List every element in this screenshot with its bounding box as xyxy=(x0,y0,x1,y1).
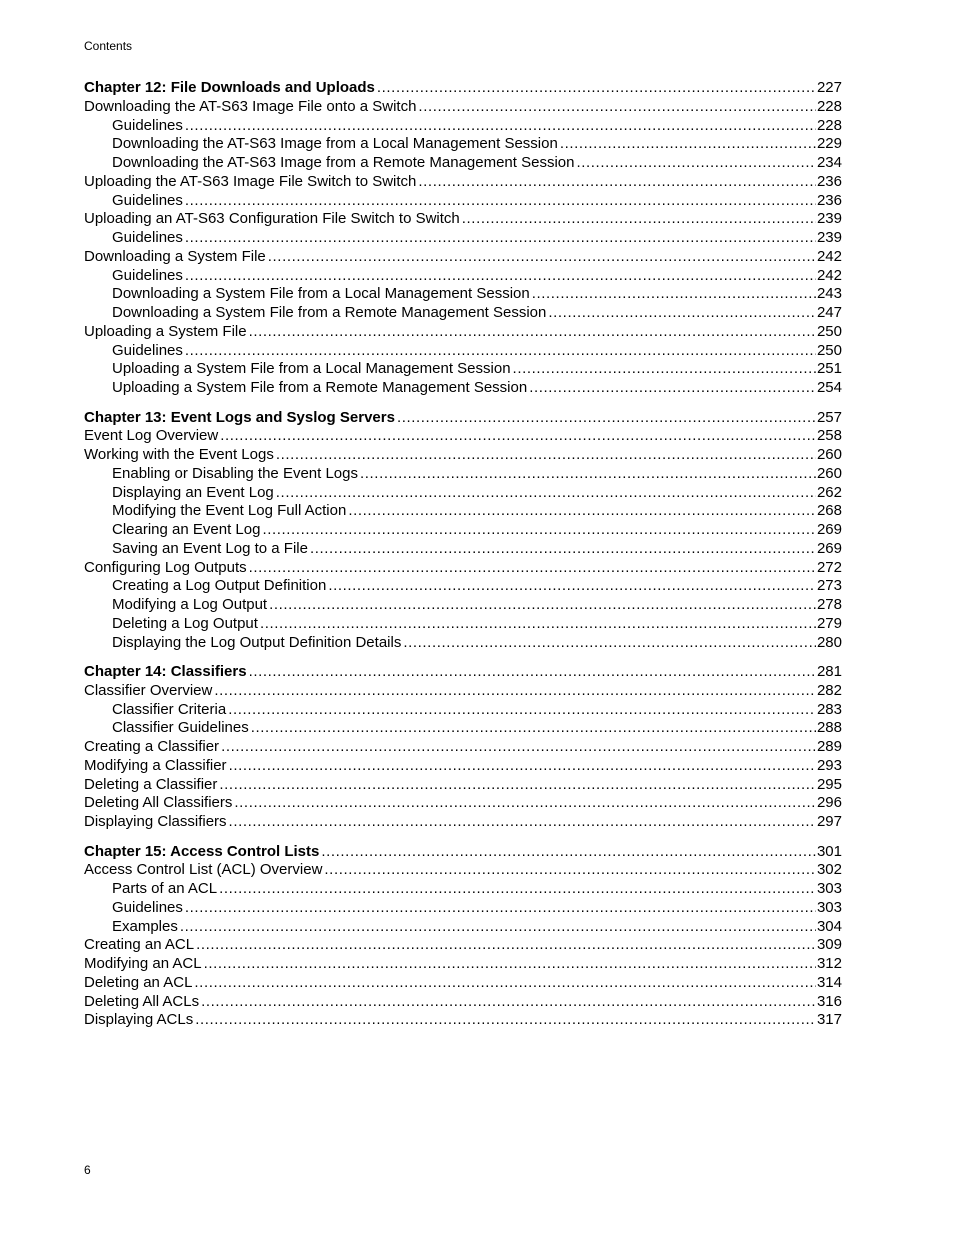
toc-entry-title: Guidelines xyxy=(112,266,183,284)
dot-leader xyxy=(185,899,816,918)
toc-entry-title: Deleting All ACLs xyxy=(84,992,200,1010)
toc-entry[interactable] xyxy=(84,323,842,342)
toc-entry[interactable] xyxy=(84,757,842,776)
toc-entry-page-number: 282 xyxy=(816,681,842,699)
toc-entry-page-number: 297 xyxy=(816,813,842,831)
toc-entry[interactable] xyxy=(84,776,842,795)
dot-leader xyxy=(249,663,816,682)
toc-entry-title: Configuring Log Outputs xyxy=(84,558,247,576)
toc-entry-title: Guidelines xyxy=(112,898,183,916)
toc-subentry[interactable] xyxy=(84,154,842,173)
dot-leader xyxy=(560,135,816,154)
toc-entry-title: Deleting a Classifier xyxy=(84,775,218,793)
toc-entry-title: Enabling or Disabling the Event Logs xyxy=(112,464,358,482)
toc-entry-title: Downloading a System File from a Remote Management Session xyxy=(112,304,547,321)
toc-subentry[interactable] xyxy=(84,465,842,484)
toc-entry-title: Deleting All Classifiers xyxy=(84,794,233,812)
toc-subentry[interactable] xyxy=(84,229,842,248)
toc-entry-title: Modifying the Event Log Full Action xyxy=(112,502,347,520)
toc-entry-page-number: 258 xyxy=(816,427,842,445)
dot-leader xyxy=(532,285,816,304)
toc-subentry[interactable] xyxy=(84,719,842,738)
toc-entry-title: Uploading a System File xyxy=(84,322,247,340)
toc-entry-title: Chapter 12: File Downloads and Uploads xyxy=(84,79,375,96)
dot-leader xyxy=(229,757,816,776)
toc-entry-title: Working with the Event Logs xyxy=(84,446,274,464)
dot-leader xyxy=(185,267,816,286)
dot-leader xyxy=(180,918,816,937)
toc-entry[interactable] xyxy=(84,861,842,880)
toc-entry-page-number: 250 xyxy=(816,341,842,359)
toc-entry-title: Uploading the AT-S63 Image File Switch to Switch xyxy=(84,172,417,190)
toc-entry-title: Modifying a Classifier xyxy=(84,756,227,774)
toc-entry-page-number: 303 xyxy=(816,880,842,898)
toc-entry-page-number: 304 xyxy=(816,917,842,935)
toc-entry-title: Uploading a System File from a Remote Management Session xyxy=(112,379,528,396)
toc-entry-page-number: 260 xyxy=(816,446,842,464)
dot-leader xyxy=(185,229,816,248)
toc-entry-title: Classifier Overview xyxy=(84,681,213,699)
toc-subentry[interactable] xyxy=(84,379,842,398)
toc-subentry[interactable] xyxy=(84,577,842,596)
dot-leader xyxy=(195,1011,816,1030)
toc-subentry[interactable] xyxy=(84,117,842,136)
toc-entry-title: Classifier Criteria xyxy=(112,700,227,718)
toc-entry-title: Parts of an ACL xyxy=(112,880,218,898)
toc-subentry[interactable] xyxy=(84,304,842,323)
toc-subentry[interactable] xyxy=(84,135,842,154)
toc-entry-title: Examples xyxy=(112,917,178,935)
toc-entry-title: Chapter 15: Access Control Lists xyxy=(84,842,320,860)
toc-entry-title: Creating an ACL xyxy=(84,936,195,954)
dot-leader xyxy=(201,993,816,1012)
toc-chapter-section xyxy=(84,843,842,1031)
toc-entry-page-number: 293 xyxy=(816,756,842,774)
toc-entry[interactable] xyxy=(84,427,842,446)
toc-entry[interactable] xyxy=(84,559,842,578)
running-header: Contents xyxy=(84,39,133,53)
toc-subentry[interactable] xyxy=(84,918,842,937)
toc-entry-page-number: 269 xyxy=(816,539,842,557)
dot-leader xyxy=(234,794,816,813)
toc-entry-page-number: 295 xyxy=(816,775,842,793)
toc-entry[interactable] xyxy=(84,955,842,974)
toc-entry-page-number: 278 xyxy=(816,596,842,614)
dot-leader xyxy=(251,719,816,738)
toc-entry-title: Guidelines xyxy=(112,116,183,134)
toc-chapter-heading[interactable] xyxy=(84,79,842,98)
toc-subentry[interactable] xyxy=(84,192,842,211)
toc-entry-title: Guidelines xyxy=(112,191,183,209)
toc-subentry[interactable] xyxy=(84,360,842,379)
toc-entry-page-number: 303 xyxy=(816,898,842,916)
toc-chapter-section xyxy=(84,79,842,398)
dot-leader xyxy=(403,634,816,653)
toc-entry-page-number: 257 xyxy=(816,408,842,426)
toc-entry-page-number: 250 xyxy=(816,322,842,340)
toc-entry-title: Downloading the AT-S63 Image File onto a Switch xyxy=(84,97,417,115)
toc-subentry[interactable] xyxy=(84,484,842,503)
toc-entry-title: Displaying Classifiers xyxy=(84,813,227,831)
dot-leader xyxy=(360,465,816,484)
toc-entry[interactable] xyxy=(84,974,842,993)
toc-entry-title: Classifier Guidelines xyxy=(112,719,249,737)
dot-leader xyxy=(221,738,816,757)
dot-leader xyxy=(249,323,816,342)
dot-leader xyxy=(185,117,816,136)
toc-entry-title: Chapter 14: Classifiers xyxy=(84,663,247,681)
toc-entry-page-number: 302 xyxy=(816,861,842,879)
toc-entry-page-number: 242 xyxy=(816,266,842,284)
toc-chapter-heading[interactable] xyxy=(84,409,842,428)
toc-entry-title: Clearing an Event Log xyxy=(112,521,261,539)
toc-entry[interactable] xyxy=(84,682,842,701)
toc-entry[interactable] xyxy=(84,993,842,1012)
dot-leader xyxy=(249,559,816,578)
toc-entry[interactable] xyxy=(84,813,842,832)
toc-entry-page-number: 273 xyxy=(816,577,842,595)
dot-leader xyxy=(269,596,816,615)
toc-entry-page-number: 251 xyxy=(816,360,842,378)
dot-leader xyxy=(462,210,816,229)
toc-entry[interactable] xyxy=(84,936,842,955)
toc-entry-title: Modifying an ACL xyxy=(84,955,202,973)
dot-leader xyxy=(228,701,816,720)
toc-entry-page-number: 228 xyxy=(816,116,842,134)
toc-entry-title: Deleting an ACL xyxy=(84,973,193,991)
dot-leader xyxy=(229,813,816,832)
dot-leader xyxy=(214,682,816,701)
dot-leader xyxy=(310,540,816,559)
dot-leader xyxy=(348,502,816,521)
toc-entry-page-number: 280 xyxy=(816,633,842,651)
toc-subentry[interactable] xyxy=(84,634,842,653)
toc-entry-title: Downloading a System File xyxy=(84,247,266,265)
toc-entry-title: Downloading a System File from a Local Management Session xyxy=(112,285,530,303)
toc-entry-page-number: 242 xyxy=(816,247,842,265)
toc-chapter-heading[interactable] xyxy=(84,663,842,682)
toc-entry-title: Displaying the Log Output Definition Details xyxy=(112,633,402,651)
toc-chapter-section xyxy=(84,663,842,832)
toc-entry-title: Chapter 13: Event Logs and Syslog Servers xyxy=(84,408,395,426)
dot-leader xyxy=(377,79,816,98)
toc-entry-title: Downloading the AT-S63 Image from a Remote Management Session xyxy=(112,154,575,171)
page-number: 6 xyxy=(84,1163,91,1177)
dot-leader xyxy=(276,446,816,465)
toc-chapter-heading[interactable] xyxy=(84,843,842,862)
dot-leader xyxy=(576,154,815,173)
toc-entry-page-number: 269 xyxy=(816,521,842,539)
dot-leader xyxy=(220,427,816,446)
toc-entry-page-number: 268 xyxy=(816,502,842,520)
toc-entry-page-number: 243 xyxy=(816,285,842,303)
toc-entry-title: Uploading an AT-S63 Configuration File Switch to Switch xyxy=(84,210,460,228)
dot-leader xyxy=(204,955,816,974)
dot-leader xyxy=(185,342,816,361)
toc-entry-title: Displaying ACLs xyxy=(84,1011,194,1029)
toc-entry-page-number: 296 xyxy=(816,794,842,812)
toc-entry-page-number: 309 xyxy=(816,936,842,954)
toc-entry-title: Guidelines xyxy=(112,229,183,246)
dot-leader xyxy=(194,974,816,993)
toc-entry-title: Access Control List (ACL) Overview xyxy=(84,861,323,879)
toc-entry-page-number: 236 xyxy=(816,172,842,190)
dot-leader xyxy=(418,98,816,117)
toc-entry[interactable] xyxy=(84,738,842,757)
toc-chapter-section xyxy=(84,409,842,653)
toc-entry-page-number: 229 xyxy=(816,135,842,153)
toc-entry-page-number: 254 xyxy=(816,379,842,396)
toc-entry-page-number: 312 xyxy=(816,955,842,973)
toc-entry-page-number: 234 xyxy=(816,154,842,171)
dot-leader xyxy=(529,379,816,398)
toc-subentry[interactable] xyxy=(84,267,842,286)
toc-entry[interactable] xyxy=(84,98,842,117)
toc-subentry[interactable] xyxy=(84,615,842,634)
toc-entry-title: Creating a Classifier xyxy=(84,738,220,756)
toc-subentry[interactable] xyxy=(84,285,842,304)
toc-subentry[interactable] xyxy=(84,521,842,540)
toc-entry-page-number: 239 xyxy=(816,229,842,246)
toc-entry-title: Event Log Overview xyxy=(84,427,219,445)
toc-entry[interactable] xyxy=(84,446,842,465)
toc-entry[interactable] xyxy=(84,248,842,267)
dot-leader xyxy=(548,304,816,323)
dot-leader xyxy=(185,192,816,211)
toc-entry-page-number: 227 xyxy=(816,79,842,96)
toc-entry-title: Uploading a System File from a Local Management Session xyxy=(112,360,511,378)
toc-subentry[interactable] xyxy=(84,899,842,918)
toc-entry[interactable] xyxy=(84,1011,842,1030)
toc-entry-page-number: 289 xyxy=(816,738,842,756)
toc-entry-page-number: 281 xyxy=(816,663,842,681)
toc-entry-page-number: 247 xyxy=(816,304,842,321)
toc-subentry[interactable] xyxy=(84,596,842,615)
toc-entry-page-number: 228 xyxy=(816,97,842,115)
toc-entry-title: Deleting a Log Output xyxy=(112,614,258,632)
dot-leader xyxy=(418,173,816,192)
dot-leader xyxy=(397,409,816,428)
toc-entry-title: Displaying an Event Log xyxy=(112,483,274,501)
toc-subentry[interactable] xyxy=(84,342,842,361)
toc-subentry[interactable] xyxy=(84,880,842,899)
toc-entry-title: Downloading the AT-S63 Image from a Local Management Session xyxy=(112,135,558,153)
toc-entry-page-number: 279 xyxy=(816,614,842,632)
dot-leader xyxy=(321,843,816,862)
dot-leader xyxy=(268,248,816,267)
toc-subentry[interactable] xyxy=(84,502,842,521)
toc-entry-page-number: 314 xyxy=(816,973,842,991)
toc-entry-title: Modifying a Log Output xyxy=(112,596,268,614)
toc-entry-page-number: 283 xyxy=(816,700,842,718)
dot-leader xyxy=(219,880,816,899)
dot-leader xyxy=(328,577,816,596)
toc-entry-title: Guidelines xyxy=(112,341,183,359)
toc-entry-page-number: 262 xyxy=(816,483,842,501)
toc-entry-page-number: 316 xyxy=(816,992,842,1010)
toc-entry[interactable] xyxy=(84,210,842,229)
toc-entry-page-number: 272 xyxy=(816,558,842,576)
dot-leader xyxy=(260,615,816,634)
dot-leader xyxy=(276,484,816,503)
toc-entry-page-number: 239 xyxy=(816,210,842,228)
toc-entry-title: Creating a Log Output Definition xyxy=(112,577,327,595)
toc-entry-title: Saving an Event Log to a File xyxy=(112,539,308,557)
toc-entry-page-number: 301 xyxy=(816,842,842,860)
toc-entry-page-number: 288 xyxy=(816,719,842,737)
toc-subentry[interactable] xyxy=(84,701,842,720)
dot-leader xyxy=(513,360,816,379)
toc-entry-page-number: 317 xyxy=(816,1011,842,1029)
dot-leader xyxy=(196,936,816,955)
dot-leader xyxy=(262,521,816,540)
toc-entry[interactable] xyxy=(84,794,842,813)
table-of-contents xyxy=(84,79,842,1030)
toc-entry-page-number: 236 xyxy=(816,191,842,209)
toc-entry-page-number: 260 xyxy=(816,464,842,482)
dot-leader xyxy=(324,861,816,880)
toc-subentry[interactable] xyxy=(84,540,842,559)
dot-leader xyxy=(219,776,816,795)
toc-entry[interactable] xyxy=(84,173,842,192)
